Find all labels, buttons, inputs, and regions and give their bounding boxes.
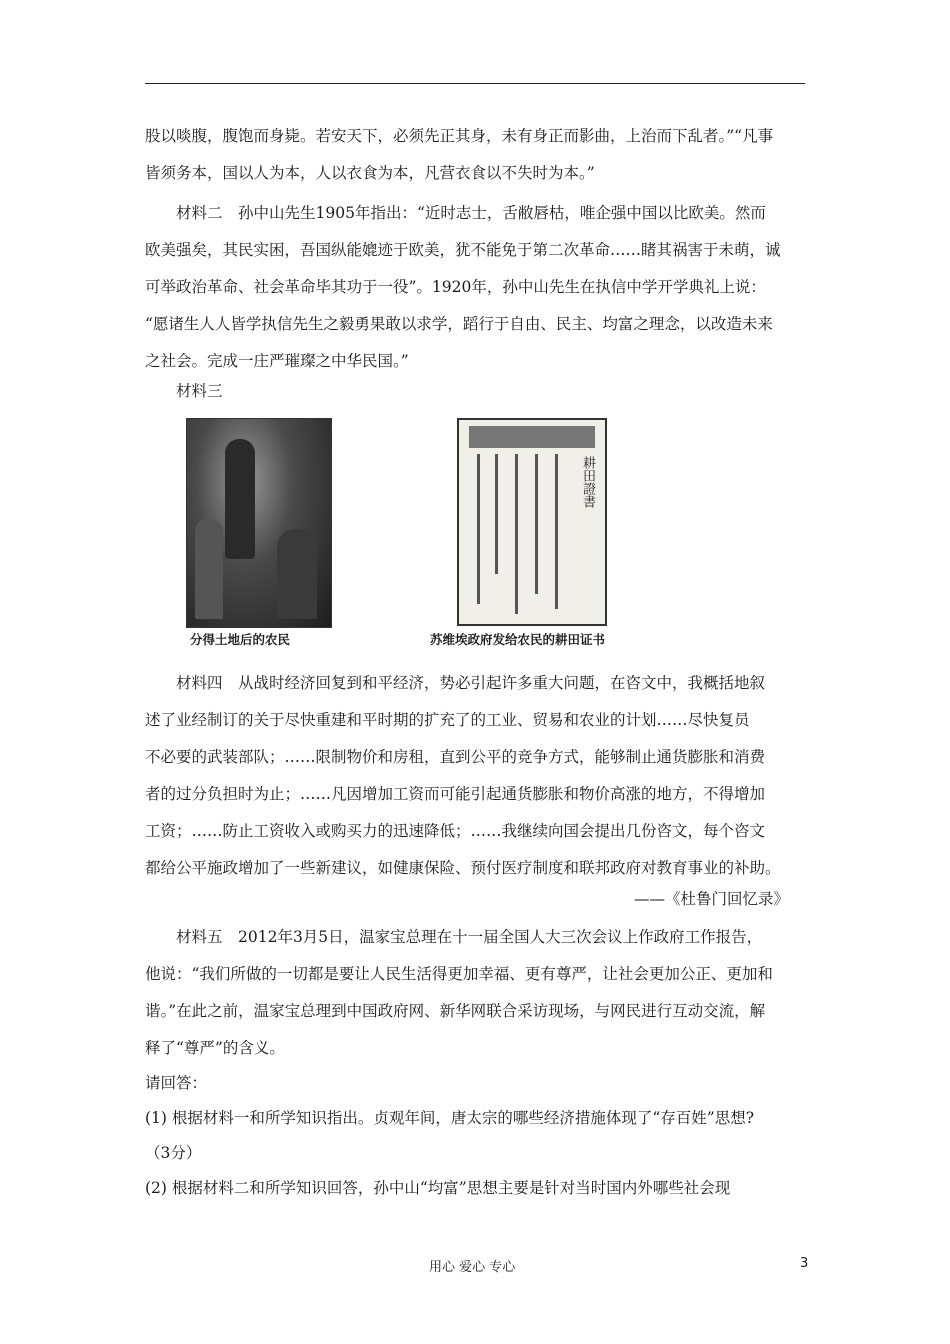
footer-slogan: 用心 爱心 专心 [429,1260,516,1275]
certificate-caption: 苏维埃政府发给农民的耕田证书 [430,632,606,647]
questions-heading: 请回答： [145,1074,208,1092]
question-2: (2) 根据材料二和所学知识回答，孙中山“均富”思想主要是针对当时国内外哪些社会现 [145,1179,731,1197]
peasants-photo [186,418,332,628]
certificate-header-band [469,426,595,448]
text-line: 可举政治革命、社会革命毕其功于一役”。1920年，孙中山先生在执信中学开学典礼上说： [145,278,766,296]
certificate-title: 耕田證書 [580,456,595,508]
text-line: 皆须务本，国以人为本，人以衣食为本，凡营衣食以不失时为本。” [145,164,595,182]
text-line: 都给公平施政增加了一些新建议，如健康保险、预付医疗制度和联邦政府对教育事业的补助。 [145,859,781,877]
text-line: 述了业经制订的关于尽快重建和平时期的扩充了的工业、贸易和农业的计划……尽快复员 [145,711,750,729]
text-line: 他说：“我们所做的一切都是要让人民生活得更加幸福、更有尊严，让社会更加公正、更加和 [145,965,773,983]
question-1-points: （3分） [145,1144,202,1162]
text-line: 之社会。完成一庄严璀璨之中华民国。” [145,352,409,370]
question-1: (1) 根据材料一和所学知识指出。贞观年间，唐太宗的哪些经济措施体现了“存百姓”思想? [145,1109,755,1127]
page-number: 3 [800,1256,809,1271]
text-line: “愿诸生人人皆学执信先生之毅勇果敢以求学，蹈行于自由、民主、均富之理念，以改造未来 [145,315,773,333]
certificate-text-column [515,454,518,614]
text-line: 谐。”在此之前，温家宝总理到中国政府网、新华网联合采访现场，与网民进行互动交流，解 [145,1002,766,1020]
source-citation: ——《杜鲁门回忆录》 [634,890,790,908]
material-two-line: 材料二 孙中山先生1905年指出：“近时志士，舌敝唇枯，唯企强中国以比欧美。然而 [176,204,766,222]
peasants-photo-caption: 分得土地后的农民 [190,632,291,647]
text-line: 股以啖腹，腹饱而身毙。若安天下，必须先正其身，未有身正而影曲，上治而下乱者。”“凡事 [145,127,774,145]
photo-figure [225,439,255,559]
photo-figure [195,519,223,619]
text-line: 者的过分负担时为止；……凡因增加工资而可能引起通货膨胀和物价高涨的地方，不得增加 [145,785,766,803]
text-line: 不必要的武装部队；……限制物价和房租，直到公平的竞争方式，能够制止通货膨胀和消费 [145,748,766,766]
certificate-text-column [477,454,480,604]
header-rule [145,83,805,84]
photo-figure [277,529,317,619]
certificate-text-column [495,454,498,574]
land-certificate-image [457,418,607,626]
text-line: 欧美强矣，其民实困，吾国纵能媲迹于欧美，犹不能免于第二次革命……睹其祸害于未萌，诚 [145,241,781,259]
text-line: 工资；……防止工资收入或购买力的迅速降低；……我继续向国会提出几份咨文，每个咨文 [145,822,766,840]
certificate-text-column [555,454,558,609]
text-line: 释了“尊严”的含义。 [145,1039,285,1057]
certificate-text-column [535,454,538,594]
material-three-heading: 材料三 [176,382,223,400]
material-five-line: 材料五 2012年3月5日，温家宝总理在十一届全国人大三次会议上作政府工作报告， [176,928,763,946]
material-four-line: 材料四 从战时经济回复到和平经济，势必引起许多重大问题，在咨文中，我概括地叙 [176,674,766,692]
